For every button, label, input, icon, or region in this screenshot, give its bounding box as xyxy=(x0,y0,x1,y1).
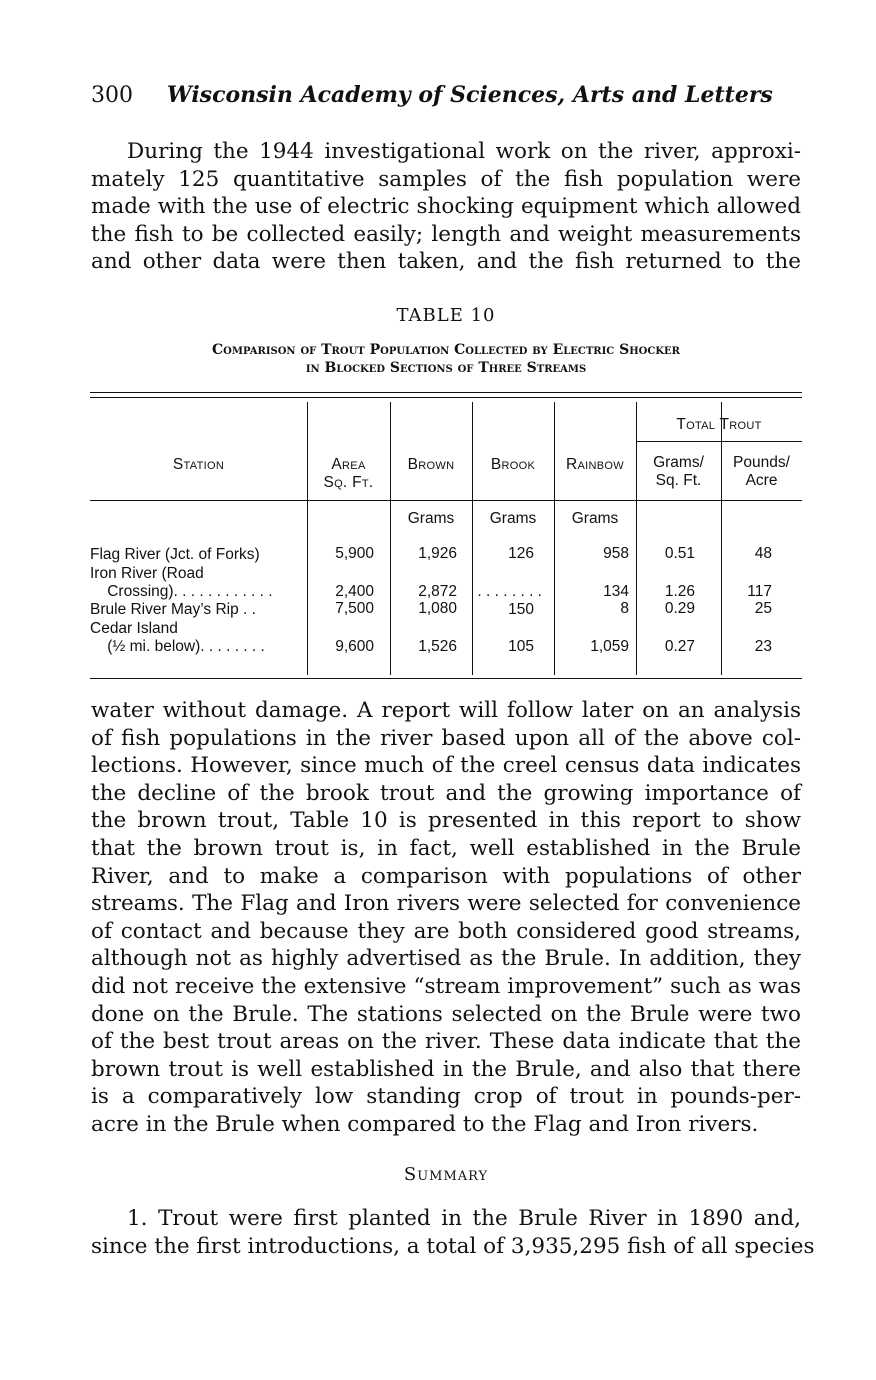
rainbow-cell: 958 xyxy=(603,545,629,562)
header-grams-sqft xyxy=(636,454,721,490)
header-pounds-acre xyxy=(721,454,802,490)
station-line: Flag River (Jct. of Forks) xyxy=(90,546,260,563)
text-line: mately 125 quantitative samples of the fish population were xyxy=(91,166,801,192)
text-line: did not receive the extensive “stream improvement” such as was xyxy=(91,973,801,999)
column-divider xyxy=(721,402,722,675)
group-header-rule xyxy=(636,441,802,442)
header-rainbow: Rainbow xyxy=(566,456,624,473)
text-line: 1. Trout were first planted in the Brule River in 1890 and, xyxy=(127,1206,801,1231)
table-top-rule xyxy=(90,397,802,398)
brown-cell: 1,080 xyxy=(418,600,457,617)
column-divider xyxy=(472,402,473,675)
grams-sqft-cell: 0.51 xyxy=(664,545,695,562)
column-divider xyxy=(554,402,555,675)
pounds-acre-cell: 48 xyxy=(754,545,772,562)
column-divider xyxy=(390,402,391,675)
table-title: TABLE 10 xyxy=(396,305,496,326)
unit-brown: Grams xyxy=(407,510,455,527)
header-total-trout: Total Trout xyxy=(676,416,762,433)
column-divider xyxy=(636,402,637,675)
brook-cell: 150 xyxy=(508,601,534,618)
grams-sqft-cell: 1.26 xyxy=(664,583,695,600)
text-line: streams. The Flag and Iron rivers were selected for convenience xyxy=(91,891,801,917)
text-line: although not as highly advertised as the Brule. In addition, they xyxy=(91,946,801,972)
text-line: and other data were then taken, and the fish returned to the xyxy=(91,249,801,275)
text-line: the fish to be collected easily; length and weight measurements xyxy=(91,221,801,247)
station-cell xyxy=(90,601,256,619)
text-line: the decline of the brook trout and the growing importance of xyxy=(91,780,801,806)
rainbow-cell: 134 xyxy=(603,583,629,600)
text-line: of contact and because they are both considered good streams, xyxy=(91,918,801,944)
page-number: 300 xyxy=(91,83,133,108)
area-cell: 5,900 xyxy=(335,545,374,562)
station-cell xyxy=(90,546,260,564)
rainbow-cell: 1,059 xyxy=(590,638,629,655)
table-caption xyxy=(91,341,801,377)
text-line: lections. However, since much of the creel census data indicates xyxy=(91,753,801,779)
text-line: acre in the Brule when compared to the Flag and Iron rivers. xyxy=(91,1111,759,1137)
unit-brook: Grams xyxy=(489,510,537,527)
header-rule xyxy=(90,500,802,501)
header-pounds-acre-line1: Pounds/ xyxy=(733,454,790,471)
section-heading-summary: Summary xyxy=(403,1164,489,1185)
brook-cell: 105 xyxy=(508,638,534,655)
text-line: of the best trout areas on the river. These data indicate that the xyxy=(91,1029,801,1055)
header-brown: Brown xyxy=(407,456,455,473)
pounds-acre-cell: 117 xyxy=(747,583,772,600)
grams-sqft-cell: 0.29 xyxy=(664,600,695,617)
brook-cell: 126 xyxy=(508,545,534,562)
area-cell: 7,500 xyxy=(335,600,374,617)
pounds-acre-cell: 23 xyxy=(754,638,772,655)
station-cell xyxy=(90,565,273,601)
header-grams-sqft-line1: Grams/ xyxy=(653,454,704,471)
intro-paragraph xyxy=(91,138,801,276)
running-header xyxy=(91,82,773,108)
station-cell xyxy=(90,620,265,656)
text-line: since the first introductions, a total of 3,935,295 fish of all species xyxy=(91,1233,815,1259)
text-line: brown trout is well established in the Brule, and also that there xyxy=(91,1056,801,1082)
header-area-line2: Sq. Ft. xyxy=(323,474,374,491)
text-line: of fish populations in the river based upon all of the above col- xyxy=(91,725,801,751)
text-line: the brown trout, Table 10 is presented in this report to show xyxy=(91,808,801,834)
station-line: Cedar Island xyxy=(90,620,178,637)
header-area xyxy=(307,456,390,492)
table-bottom-rule xyxy=(90,678,802,679)
header-brook: Brook xyxy=(490,456,536,473)
brown-cell: 1,926 xyxy=(418,545,457,562)
body-paragraph xyxy=(91,697,801,1139)
text-line: River, and to make a comparison with populations of other xyxy=(91,863,801,889)
data-table xyxy=(90,400,802,677)
rainbow-cell: 8 xyxy=(620,600,629,617)
area-cell: 2,400 xyxy=(335,583,374,600)
brown-cell: 2,872 xyxy=(418,583,457,600)
unit-rainbow: Grams xyxy=(571,510,619,527)
station-line: Brule River May’s Rip . . xyxy=(90,601,256,618)
text-line: During the 1944 investigational work on the river, approxi- xyxy=(127,139,801,164)
station-line: Iron River (Road xyxy=(90,565,204,582)
header-station: Station xyxy=(172,456,225,473)
journal-title: Wisconsin Academy of Sciences, Arts and Letters xyxy=(167,82,773,108)
summary-paragraph xyxy=(91,1205,815,1260)
text-line: done on the Brule. The stations selected on the Brule were two xyxy=(91,1001,801,1027)
grams-sqft-cell: 0.27 xyxy=(664,638,695,655)
text-line: made with the use of electric shocking equipment which allowed xyxy=(91,194,801,220)
text-line: water without damage. A report will follow later on an analysis xyxy=(91,698,801,723)
text-line: that the brown trout is, in fact, well established in the Brule xyxy=(91,835,801,861)
column-divider xyxy=(307,402,308,675)
pounds-acre-cell: 25 xyxy=(754,600,772,617)
table-caption-line: in Blocked Sections of Three Streams xyxy=(305,360,587,376)
table-caption-line: Comparison of Trout Population Collected by Electric Shocker xyxy=(212,342,680,358)
brown-cell: 1,526 xyxy=(418,638,457,655)
header-area-line1: Area xyxy=(331,456,366,473)
table-top-rule xyxy=(90,392,802,393)
header-grams-sqft-line2: Sq. Ft. xyxy=(655,472,702,489)
station-line: Crossing). . . . . . . . . . . . xyxy=(90,583,273,600)
text-line: is a comparatively low standing crop of trout in pounds-per- xyxy=(91,1084,801,1110)
header-pounds-acre-line2: Acre xyxy=(745,472,778,489)
area-cell: 9,600 xyxy=(335,638,374,655)
brook-cell: . . . . . . . . xyxy=(477,583,542,600)
station-line: (½ mi. below). . . . . . . . xyxy=(90,638,265,655)
